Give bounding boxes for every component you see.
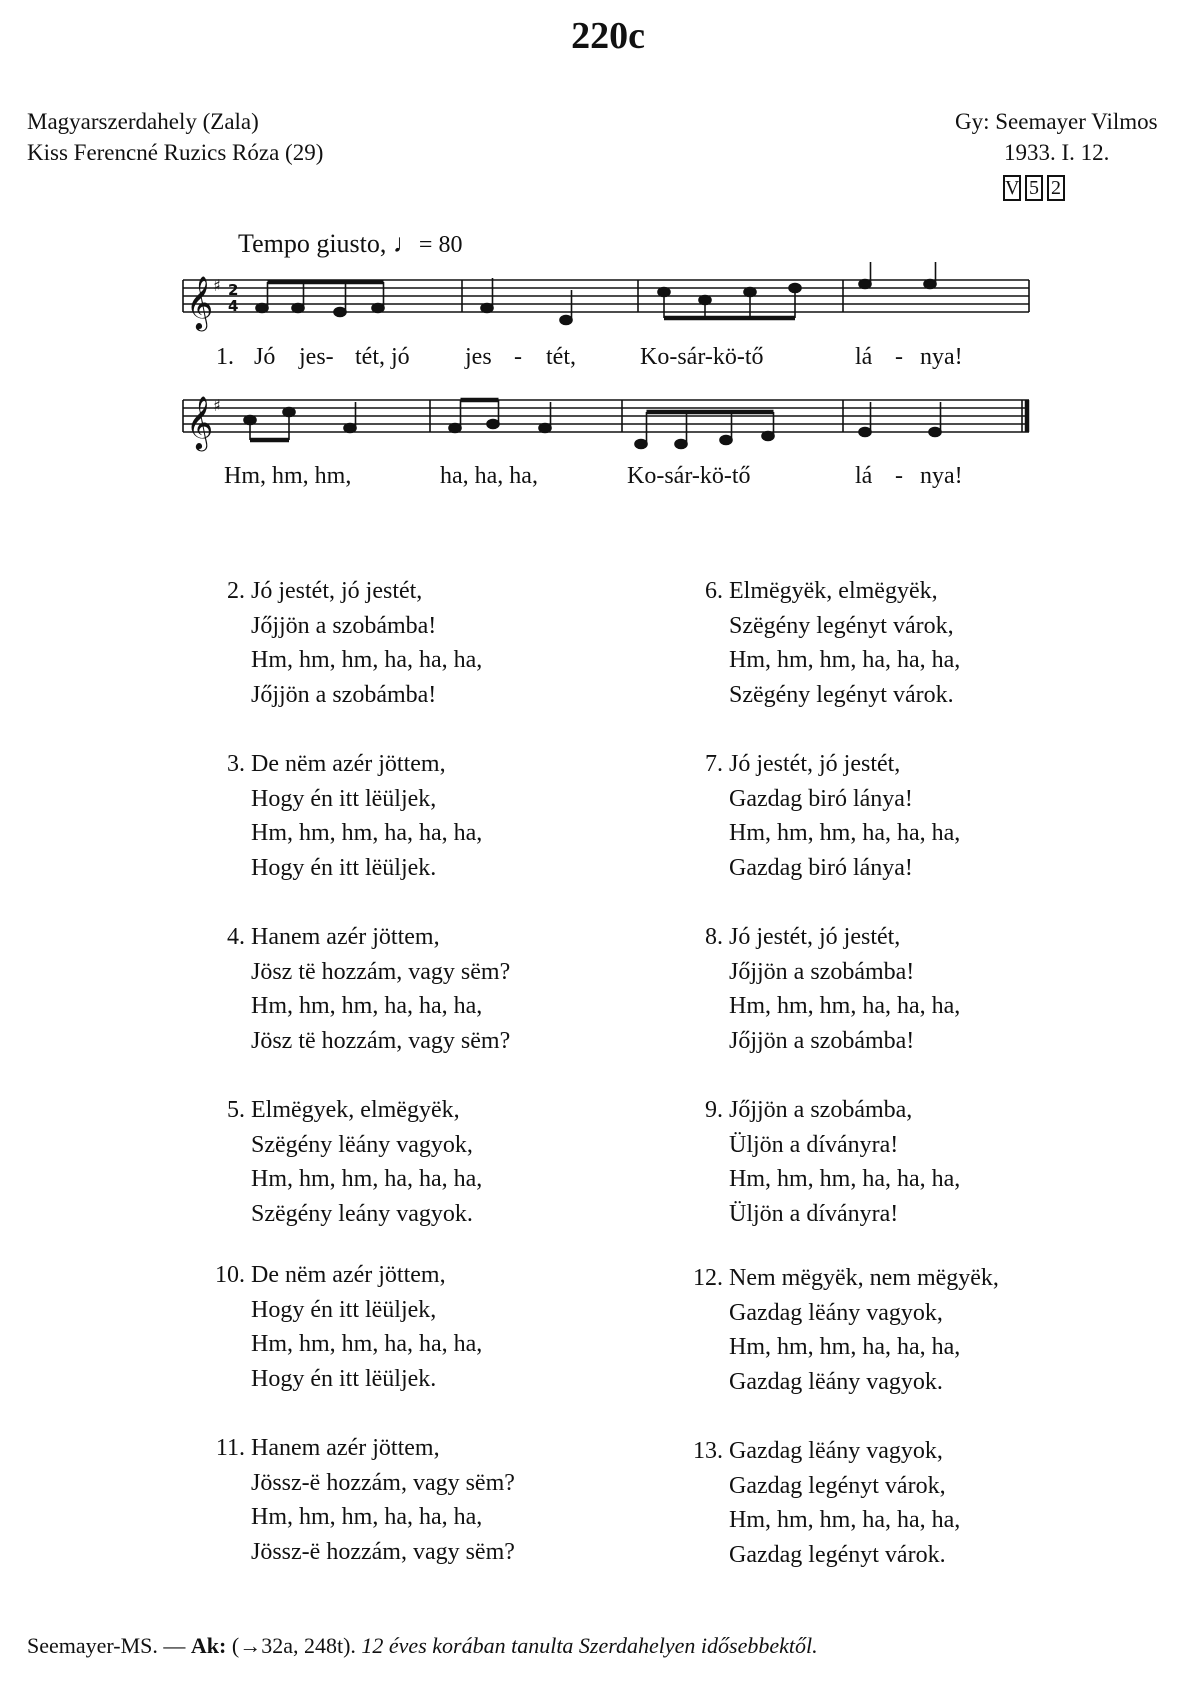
verse-number: 13. <box>693 1438 723 1464</box>
verse-line: Hm, hm, hm, ha, ha, ha, <box>729 820 961 846</box>
verse-line: Üljön a díványra! <box>729 1131 899 1158</box>
verse <box>205 1093 515 1231</box>
lyric-syllable: nya! <box>920 463 963 489</box>
staff-1-notes <box>256 262 936 325</box>
verse-line: Nem mëgyëk, nem mëgyëk, <box>729 1265 999 1291</box>
verse-line: Gazdag biró lánya! <box>729 785 913 812</box>
music-notation <box>0 0 1200 500</box>
time-signature-bottom: 4 <box>228 297 239 315</box>
verse <box>205 1258 515 1396</box>
lyric-hyphen: - <box>895 344 903 370</box>
verse-line: Gazdag lëány vagyok, <box>729 1438 943 1464</box>
location: Magyarszerdahely (Zala) <box>27 109 259 134</box>
verse <box>683 1434 999 1572</box>
verse <box>205 574 515 712</box>
verse-number: 10. <box>215 1262 245 1288</box>
verse-line: Hm, hm, hm, ha, ha, ha, <box>251 1166 483 1192</box>
verse-line: Gazdag lëány vagyok. <box>729 1368 943 1395</box>
code-box: 2 <box>1047 175 1065 201</box>
treble-clef-icon: 𝄞 <box>186 395 214 449</box>
verse-line: Jó jestét, jó jestét, <box>729 751 901 777</box>
lyric-syllable: jes- <box>299 344 334 370</box>
lyric-syllable: jes <box>465 344 492 370</box>
verse <box>205 920 515 1058</box>
quarter-note-icon: ♩ <box>392 229 419 258</box>
verse-line: Hanem azér jöttem, <box>251 924 440 950</box>
lyric-hyphen: - <box>514 344 522 370</box>
verse <box>683 1093 999 1231</box>
verse-line: Szëgény lëány vagyok, <box>251 1131 473 1158</box>
verse-line: Szëgény leány vagyok. <box>251 1200 473 1227</box>
footer-ak-label: Ak: <box>190 1633 227 1658</box>
verse-line: De nëm azér jöttem, <box>251 751 446 777</box>
tempo-bpm: = 80 <box>418 232 463 258</box>
verse-line: Szëgény legényt várok, <box>729 612 954 639</box>
verse-line: Hm, hm, hm, ha, ha, ha, <box>729 993 961 1019</box>
singer: Kiss Ferencné Ruzics Róza (29) <box>27 140 324 165</box>
verse-line: Hogy én itt lëüljek. <box>251 1365 437 1392</box>
verse <box>683 574 999 712</box>
verse-line: Hm, hm, hm, ha, ha, ha, <box>729 1334 961 1360</box>
verse-line: Üljön a díványra! <box>729 1200 899 1227</box>
verse-line: Gazdag legényt várok, <box>729 1472 946 1499</box>
sharp-icon: ♯ <box>213 276 221 295</box>
footer-refs: (→32a, 248t). <box>231 1633 356 1658</box>
verse-line: Hanem azér jöttem, <box>251 1435 440 1461</box>
footer-source: Seemayer-MS. — <box>27 1633 186 1658</box>
verse-line: Jösz të hozzám, vagy sëm? <box>251 1027 511 1054</box>
lyric-syllable: ha, ha, ha, <box>440 463 538 489</box>
verse-line: Hm, hm, hm, ha, ha, ha, <box>251 647 483 673</box>
verse-line: Jössz-ë hozzám, vagy sëm? <box>251 1538 515 1565</box>
lyric-hyphen: - <box>895 463 903 489</box>
code-box: V <box>1005 177 1020 199</box>
lyric-syllable: tét, jó <box>355 344 410 370</box>
verse-line: Hm, hm, hm, ha, ha, ha, <box>729 1166 961 1192</box>
verses-left-column <box>205 574 515 1569</box>
verse-number: 8. <box>705 924 723 950</box>
lyric-syllable: lá <box>855 344 873 370</box>
staff-2 <box>183 400 1029 432</box>
verse-number: 12. <box>693 1265 723 1291</box>
lyric-syllable: Hm, hm, hm, <box>224 463 352 489</box>
page-number: 220c <box>571 15 645 57</box>
verse <box>683 747 999 885</box>
verse-line: Hm, hm, hm, ha, ha, ha, <box>251 820 483 846</box>
verse-line: Hm, hm, hm, ha, ha, ha, <box>729 1507 961 1533</box>
verse-line: Gazdag legényt várok. <box>729 1541 946 1568</box>
verse-line: Hogy én itt lëüljek. <box>251 854 437 881</box>
verse-number: 11. <box>215 1435 245 1461</box>
verse-number: 2. <box>227 578 245 604</box>
verse-line: Gazdag lëány vagyok, <box>729 1299 943 1326</box>
verse-number: 4. <box>227 924 245 950</box>
verse-line: De nëm azér jöttem, <box>251 1262 446 1288</box>
verse-line: Jőjjön a szobámba! <box>729 958 915 985</box>
verse-line: Hm, hm, hm, ha, ha, ha, <box>251 1504 483 1530</box>
verse-number: 6. <box>705 578 723 604</box>
verse <box>205 1431 515 1569</box>
tempo-text: Tempo giusto, <box>238 229 387 258</box>
lyric-syllable: Jó <box>254 344 276 370</box>
verse-line: Jőjjön a szobámba, <box>729 1097 913 1123</box>
verse-line: Jösz të hozzám, vagy sëm? <box>251 958 511 985</box>
verse-line: Elmëgyëk, elmëgyëk, <box>729 578 938 604</box>
time-signature-top: 2 <box>228 281 239 299</box>
verse-line: Jó jestét, jó jestét, <box>729 924 901 950</box>
verse <box>683 1261 999 1399</box>
collector: Gy: Seemayer Vilmos <box>955 109 1158 134</box>
verse-number: 5. <box>227 1097 245 1123</box>
lyric-syllable: Ko-sár-kö-tő <box>627 463 751 489</box>
lyric-syllable: lá <box>855 463 873 489</box>
verse-line: Jó jestét, jó jestét, <box>251 578 423 604</box>
verse-line: Hogy én itt lëüljek, <box>251 785 437 812</box>
footer-note <box>27 1633 818 1659</box>
code-box: 5 <box>1025 175 1043 201</box>
verse <box>205 747 515 885</box>
sharp-icon: ♯ <box>213 396 221 415</box>
verses-right-column <box>683 574 999 1572</box>
lyric-syllable: tét, <box>546 344 576 370</box>
verse <box>683 920 999 1058</box>
verse-line: Jössz-ë hozzám, vagy sëm? <box>251 1469 515 1496</box>
lyric-verse-number: 1. <box>216 344 234 370</box>
verse-line: Hm, hm, hm, ha, ha, ha, <box>251 993 483 1019</box>
verse-line: Hm, hm, hm, ha, ha, ha, <box>251 1331 483 1357</box>
verse-line: Jőjjön a szobámba! <box>251 612 437 639</box>
verse-line: Jőjjön a szobámba! <box>251 681 437 708</box>
treble-clef-icon: 𝄞 <box>186 275 214 329</box>
verse-number: 7. <box>705 751 723 777</box>
verse-line: Elmëgyek, elmëgyëk, <box>251 1097 460 1123</box>
lyric-syllable: Ko-sár-kö-tő <box>640 344 764 370</box>
verse-line: Szëgény legényt várok. <box>729 681 954 708</box>
verse-line: Gazdag biró lánya! <box>729 854 913 881</box>
verse-number: 9. <box>705 1097 723 1123</box>
verse-line: Hogy én itt lëüljek, <box>251 1296 437 1323</box>
verse-number: 3. <box>227 751 245 777</box>
verse-line: Jőjjön a szobámba! <box>729 1027 915 1054</box>
verse-line: Hm, hm, hm, ha, ha, ha, <box>729 647 961 673</box>
staff-1 <box>183 280 1029 312</box>
lyric-syllable: nya! <box>920 344 963 370</box>
footer-note-text: 12 éves korában tanulta Szerdahelyen idősebbektől. <box>361 1633 818 1658</box>
date: 1933. I. 12. <box>1004 140 1110 165</box>
